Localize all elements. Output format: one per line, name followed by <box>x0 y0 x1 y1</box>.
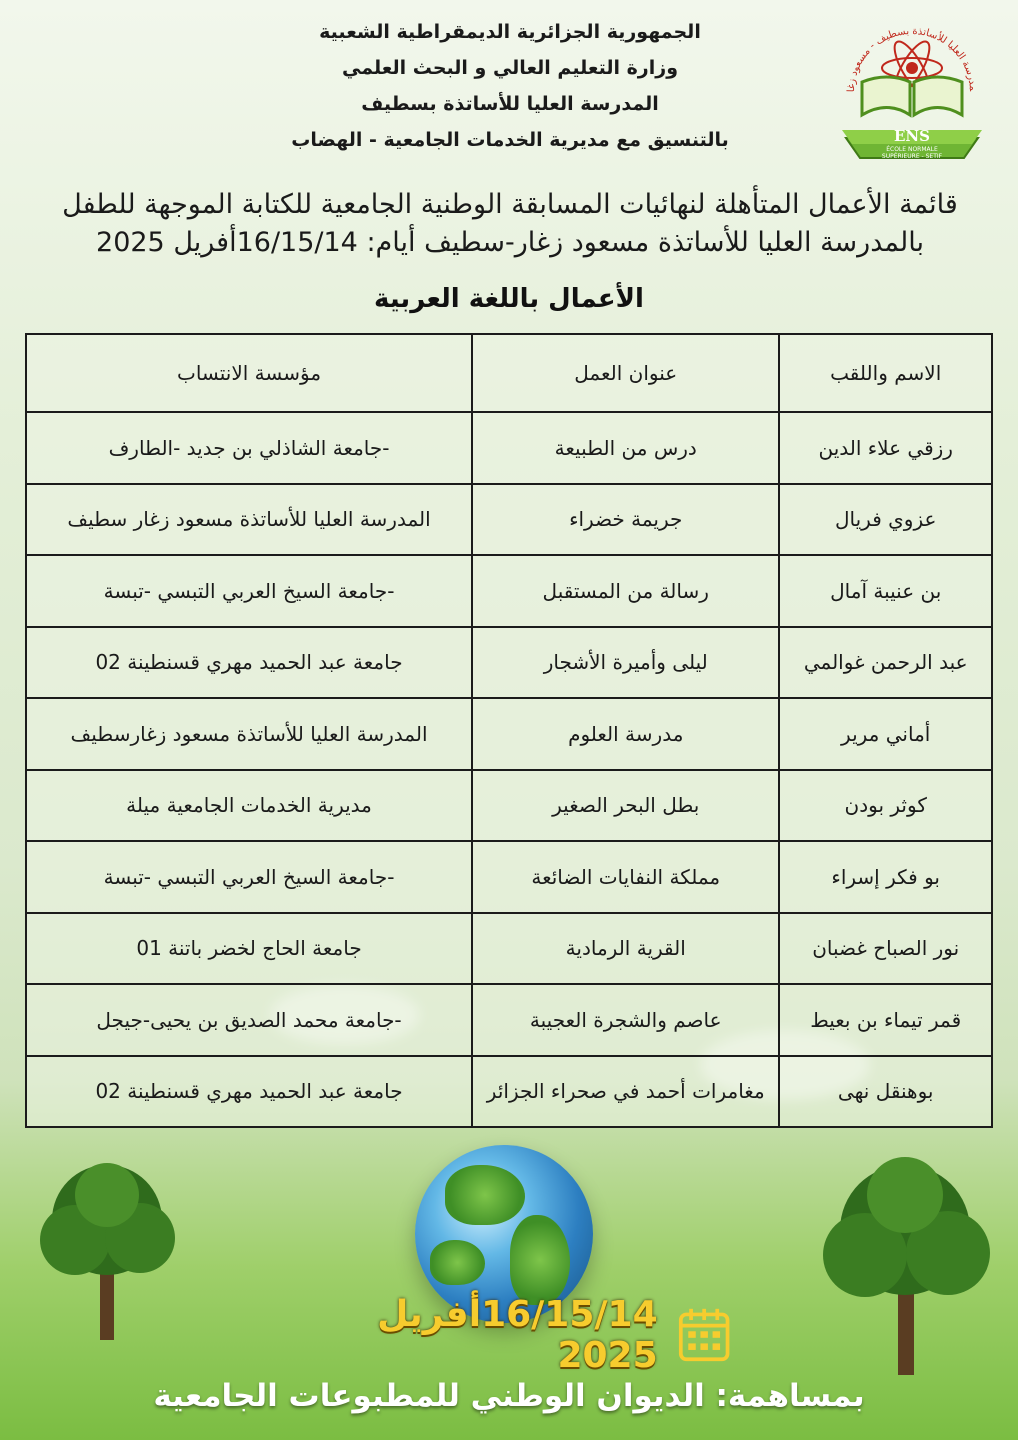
cell-institution: -جامعة السيخ العربي التبسي -تبسة <box>26 555 472 627</box>
table-header-row <box>26 334 992 412</box>
table-row <box>26 984 992 1056</box>
date-banner <box>290 1294 730 1376</box>
tree-icon <box>800 1145 1010 1380</box>
table-row <box>26 484 992 556</box>
cell-name: قمر تيماء بن بعيط <box>779 984 992 1056</box>
cell-title: عاصم والشجرة العجيبة <box>472 984 779 1056</box>
cell-name: عزوي فريال <box>779 484 992 556</box>
cell-title: درس من الطبيعة <box>472 412 779 484</box>
cell-title: مغامرات أحمد في صحراء الجزائر <box>472 1056 779 1128</box>
table-row <box>26 555 992 627</box>
table-row <box>26 1056 992 1128</box>
cell-name: كوثر بودن <box>779 770 992 842</box>
cell-name: نور الصباح غضبان <box>779 913 992 985</box>
header-country: الجمهورية الجزائرية الديمقراطية الشعبية <box>319 21 701 43</box>
cell-institution: -جامعة السيخ العربي التبسي -تبسة <box>26 841 472 913</box>
table-row <box>26 913 992 985</box>
header-institution: مؤسسة الانتساب <box>26 334 472 412</box>
header-block <box>290 14 730 158</box>
cell-title: رسالة من المستقبل <box>472 555 779 627</box>
cell-title: مدرسة العلوم <box>472 698 779 770</box>
cell-name: بو فكر إسراء <box>779 841 992 913</box>
title-line-2: بالمدرسة العليا للأساتذة مسعود زغار-سطيف أيام: 16/15/14أفريل 2025 <box>96 227 924 258</box>
title-block <box>30 186 990 262</box>
calendar-icon <box>678 1305 730 1365</box>
header-title: عنوان العمل <box>472 334 779 412</box>
cell-institution: جامعة عبد الحميد مهري قسنطينة 02 <box>26 1056 472 1128</box>
cell-institution: المدرسة العليا للأساتذة مسعود زغارسطيف <box>26 698 472 770</box>
header-school: المدرسة العليا للأساتذة بسطيف <box>361 93 659 115</box>
cell-institution: -جامعة الشاذلي بن جديد -الطارف <box>26 412 472 484</box>
title-line-1: قائمة الأعمال المتأهلة لنهائيات المسابقة الوطنية الجامعية للكتابة الموجهة للطفل <box>62 189 958 220</box>
table-row <box>26 627 992 699</box>
header-coordination: بالتنسيق مع مديرية الخدمات الجامعية - الهضاب <box>291 129 729 151</box>
cell-institution: المدرسة العليا للأساتذة مسعود زغار سطيف <box>26 484 472 556</box>
table-row <box>26 698 992 770</box>
cell-institution: جامعة عبد الحميد مهري قسنطينة 02 <box>26 627 472 699</box>
cell-title: ليلى وأميرة الأشجار <box>472 627 779 699</box>
cell-name: بن عنيبة آمال <box>779 555 992 627</box>
logo-abbr: ENS <box>894 127 930 145</box>
header-name: الاسم واللقب <box>779 334 992 412</box>
cell-title: بطل البحر الصغير <box>472 770 779 842</box>
header-ministry: وزارة التعليم العالي و البحث العلمي <box>342 57 678 79</box>
tree-icon <box>20 1150 195 1350</box>
table-row <box>26 770 992 842</box>
cell-title: مملكة النفايات الضائعة <box>472 841 779 913</box>
cell-name: بوهنقل نهى <box>779 1056 992 1128</box>
footer-contribution: بمساهمة: الديوان الوطني للمطبوعات الجامعية <box>153 1378 865 1414</box>
logo-arc-text: مدرسة العليا للأساتذة بسطيف - مسعود زغا <box>845 25 979 93</box>
book-atom-logo-icon <box>832 20 992 170</box>
cell-institution: جامعة الحاج لخضر باتنة 01 <box>26 913 472 985</box>
cell-institution: مديرية الخدمات الجامعية ميلة <box>26 770 472 842</box>
table-row <box>26 841 992 913</box>
works-table <box>25 333 993 1128</box>
logo-sub2: SUPÉRIEURE - SETIF <box>881 153 943 160</box>
section-title: الأعمال باللغة العربية <box>374 284 644 314</box>
ens-logo <box>832 20 992 170</box>
logo-sub1: ÉCOLE NORMALE <box>886 146 938 153</box>
cell-title: القرية الرمادية <box>472 913 779 985</box>
table-row <box>26 412 992 484</box>
cell-name: أماني مرير <box>779 698 992 770</box>
cell-title: جريمة خضراء <box>472 484 779 556</box>
cell-name: عبد الرحمن غوالمي <box>779 627 992 699</box>
cell-institution: -جامعة محمد الصديق بن يحيى-جيجل <box>26 984 472 1056</box>
date-text: 16/15/14أفريل 2025 <box>377 1294 658 1376</box>
cell-name: رزقي علاء الدين <box>779 412 992 484</box>
